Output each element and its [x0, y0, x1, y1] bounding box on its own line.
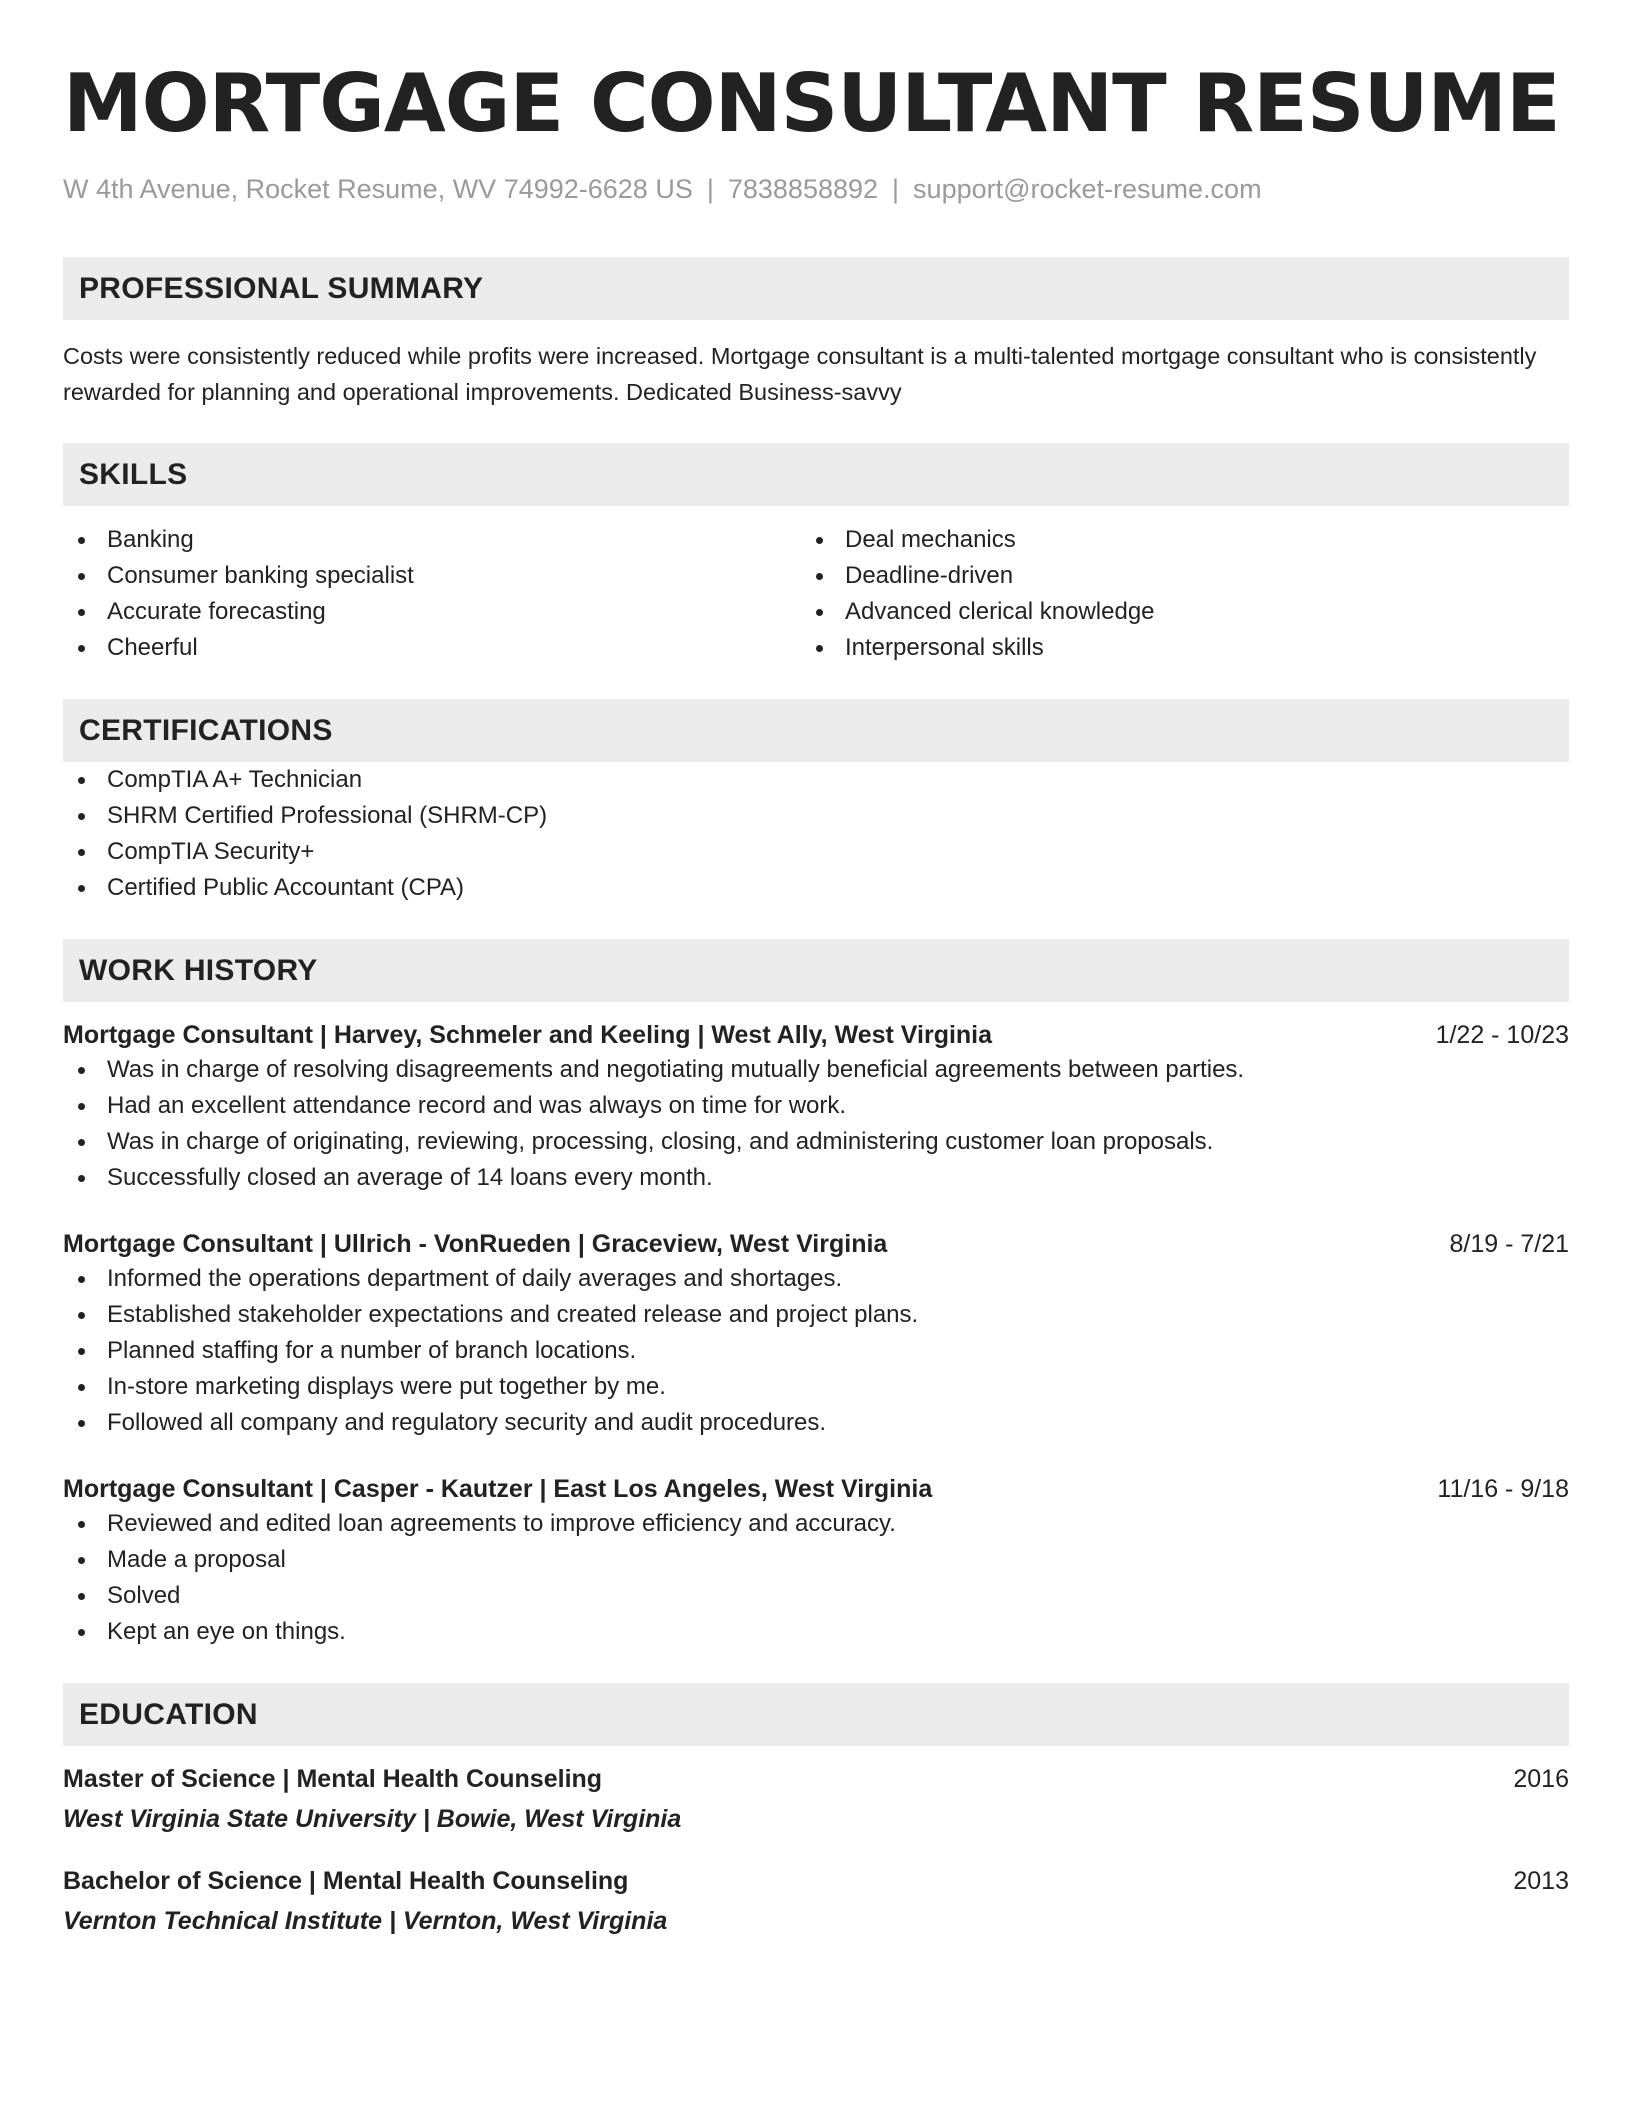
education-entry — [63, 1762, 1569, 1836]
bullet-icon — [78, 1521, 85, 1528]
skill-item: Banking — [63, 522, 801, 558]
skill-item: Advanced clerical knowledge — [801, 594, 1539, 630]
bullet-icon — [78, 1557, 85, 1564]
job-bullets — [63, 1261, 1569, 1441]
education-year: 2013 — [1513, 1867, 1569, 1895]
job-header — [63, 1472, 1569, 1506]
section-header-skills: SKILLS — [63, 443, 1569, 506]
skill-item: Consumer banking specialist — [63, 558, 801, 594]
skills-column-left — [63, 522, 801, 666]
job-entry — [63, 1227, 1569, 1441]
education-school: Vernton Technical Institute | Vernton, West Virginia — [63, 1907, 668, 1935]
bullet-icon — [78, 1312, 85, 1319]
bullet-icon — [78, 777, 85, 784]
contact-address: W 4th Avenue, Rocket Resume, WV 74992-6628 US — [63, 174, 693, 204]
job-bullet: Informed the operations department of daily averages and shortages. — [63, 1261, 1569, 1297]
bullet-icon — [78, 1348, 85, 1355]
job-title: Mortgage Consultant | Ullrich - VonRueden | Graceview, West Virginia — [63, 1230, 888, 1258]
education-header — [63, 1864, 1569, 1898]
bullet-icon — [816, 609, 823, 616]
job-bullet: Solved — [63, 1578, 1569, 1614]
job-bullet: Made a proposal — [63, 1542, 1569, 1578]
certification-item: SHRM Certified Professional (SHRM-CP) — [63, 798, 1569, 834]
education-entry — [63, 1864, 1569, 1938]
section-header-summary: PROFESSIONAL SUMMARY — [63, 257, 1569, 320]
bullet-icon — [78, 1103, 85, 1110]
job-bullets — [63, 1506, 1569, 1650]
education-school: West Virginia State University | Bowie, West Virginia — [63, 1805, 682, 1833]
job-bullet: Was in charge of resolving disagreements and negotiating mutually beneficial agreements between parties. — [63, 1052, 1569, 1088]
certification-item: CompTIA A+ Technician — [63, 762, 1569, 798]
bullet-icon — [78, 1276, 85, 1283]
bullet-icon — [78, 1420, 85, 1427]
contact-email: support@rocket-resume.com — [913, 174, 1262, 204]
summary-text: Costs were consistently reduced while profits were increased. Mortgage consultant is a multi-talented mortgage consultant who is consistently rewarded for planning and operational improvements. Dedicated Business-savvy — [63, 343, 1537, 405]
contact-phone: 7838858892 — [727, 174, 879, 204]
job-bullet: Successfully closed an average of 14 loans every month. — [63, 1160, 1569, 1196]
bullet-icon — [78, 813, 85, 820]
job-bullets — [63, 1052, 1569, 1196]
education-degree: Bachelor of Science | Mental Health Counseling — [63, 1867, 629, 1895]
job-bullet: Kept an eye on things. — [63, 1614, 1569, 1650]
job-bullet: Was in charge of originating, reviewing, processing, closing, and administering customer loan proposals. — [63, 1124, 1569, 1160]
section-header-certifications: CERTIFICATIONS — [63, 699, 1569, 762]
job-header — [63, 1018, 1569, 1052]
education-year: 2016 — [1513, 1765, 1569, 1793]
job-bullet: Had an excellent attendance record and was always on time for work. — [63, 1088, 1569, 1124]
bullet-icon — [78, 1593, 85, 1600]
job-dates: 11/16 - 9/18 — [1437, 1475, 1569, 1503]
certification-item: CompTIA Security+ — [63, 834, 1569, 870]
job-dates: 1/22 - 10/23 — [1435, 1021, 1569, 1049]
job-bullet: Planned staffing for a number of branch locations. — [63, 1333, 1569, 1369]
certifications-list — [63, 762, 1569, 906]
education-degree: Master of Science | Mental Health Counseling — [63, 1765, 603, 1793]
bullet-icon — [78, 1384, 85, 1391]
contact-line — [63, 172, 1569, 206]
resume-title: MORTGAGE CONSULTANT RESUME — [63, 57, 1560, 150]
bullet-icon — [78, 849, 85, 856]
education-header — [63, 1762, 1569, 1796]
bullet-icon — [78, 645, 85, 652]
job-title: Mortgage Consultant | Harvey, Schmeler and Keeling | West Ally, West Virginia — [63, 1021, 993, 1049]
bullet-icon — [816, 537, 823, 544]
job-header — [63, 1227, 1569, 1261]
bullet-icon — [78, 537, 85, 544]
bullet-icon — [816, 645, 823, 652]
job-entry — [63, 1018, 1569, 1196]
bullet-icon — [78, 1175, 85, 1182]
bullet-icon — [78, 1139, 85, 1146]
skill-item: Interpersonal skills — [801, 630, 1539, 666]
bullet-icon — [78, 609, 85, 616]
bullet-icon — [78, 1067, 85, 1074]
certification-item: Certified Public Accountant (CPA) — [63, 870, 1569, 906]
skill-item: Accurate forecasting — [63, 594, 801, 630]
bullet-icon — [78, 885, 85, 892]
skill-item: Deal mechanics — [801, 522, 1539, 558]
job-dates: 8/19 - 7/21 — [1449, 1230, 1569, 1258]
job-bullet: In-store marketing displays were put together by me. — [63, 1369, 1569, 1405]
skills-column-right — [801, 522, 1539, 666]
bullet-icon — [78, 573, 85, 580]
bullet-icon — [78, 1629, 85, 1636]
contact-separator: | — [892, 174, 900, 204]
skill-item: Deadline-driven — [801, 558, 1539, 594]
job-bullet: Reviewed and edited loan agreements to improve efficiency and accuracy. — [63, 1506, 1569, 1542]
skill-item: Cheerful — [63, 630, 801, 666]
contact-separator: | — [706, 174, 714, 204]
job-title: Mortgage Consultant | Casper - Kautzer | East Los Angeles, West Virginia — [63, 1475, 933, 1503]
job-bullet: Established stakeholder expectations and created release and project plans. — [63, 1297, 1569, 1333]
job-bullet: Followed all company and regulatory security and audit procedures. — [63, 1405, 1569, 1441]
section-header-education: EDUCATION — [63, 1683, 1569, 1746]
section-header-work-history: WORK HISTORY — [63, 939, 1569, 1002]
skills-grid — [63, 522, 1569, 666]
job-entry — [63, 1472, 1569, 1650]
bullet-icon — [816, 573, 823, 580]
